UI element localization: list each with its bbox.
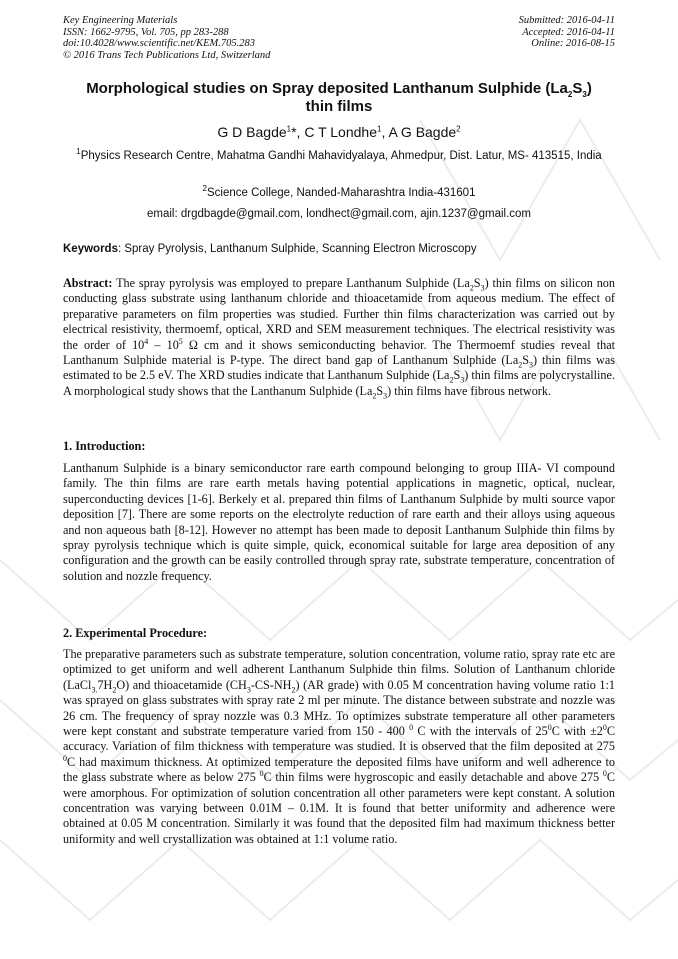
author-1: G D Bagde — [217, 124, 287, 140]
journal-copyright: © 2016 Trans Tech Publications Ltd, Switzerland — [63, 49, 271, 61]
journal-name: Key Engineering Materials — [63, 15, 178, 26]
affiliation-1: $^1$Physics Research Centre, Mahatma Gandhi Mahavidyalaya, Ahmedpur, Dist. Latur, MS- 413515, India — [76, 147, 602, 162]
keywords: Keywords: Spray Pyrolysis, Lanthanum Sulphide, Scanning Electron Microscopy — [63, 243, 477, 255]
abstract-label: Abstract: — [63, 276, 113, 290]
author-emails: email: drgdbagde@gmail.com, londhect@gmail.com, ajin.1237@gmail.com — [146, 208, 532, 220]
journal-issn: ISSN: 1662-9795, Vol. 705, pp 283-288 — [63, 26, 229, 38]
introduction-text: Lanthanum Sulphide is a binary semiconductor rare earth compound belonging to group IIIA- VI compound family. The thin films are rare earth metals having potential applications in magnetic, optical, nuclear, superconducting devices [1-6]. Berkely et al. prepared thin films of Lanthanum Sulphide by multi source vapor deposition [7]. There are some reports on the electrolyte reduction of rare earth and their alloys using aqueous and non aqueous bath [8-12]. However no attempt has been made to deposit Lanthanum Sulphide thin films by spray pyrolysis technique which is quite simple, quick, economical suitable for large area deposition of any configuration and the growth can be easily controlled through spray rate, substrate temperature, concentration of solution and nozzle frequency. — [63, 461, 615, 583]
affiliation-2: $^2$Science College, Nanded-Maharashtra India-431601 — [202, 184, 476, 199]
abstract: Abstract: The spray pyrolysis was employed to prepare Lanthanum Sulphide $(La_2S_3)$ thin films on silicon non conducting glass substrate using lanthanum chloride and thioacetamide from aqueous medium. The effect of preparative parameters on film properties was studied. Further thin films characterization was carried out by electrical resistivity, thermoemf, optical, XRD and SEM measurement techniques. The electrical resistivity was the order of $10^4 - 10^5$ Ω cm and it shows semiconducting behavior. The Thermoemf studies reveal that Lanthanum Sulphide material is P-type. The direct band gap of Lanthanum Sulphide $(La_2S_3)$ thin films was estimated to be 2.5 eV. The XRD studies indicate that Lanthanum Sulphide $(La_2S_3)$ thin films are polycrystalline. A morphological study shows that the Lanthanum Sulphide $(La_2S_3)$ thin films have fibrous network. — [63, 276, 615, 401]
author-2: C T Londhe — [304, 124, 377, 140]
author-3: A G Bagde — [388, 124, 457, 140]
journal-header — [63, 15, 270, 61]
accepted-date: Accepted: 2016-04-11 — [522, 26, 615, 38]
section-heading-experimental: 2. Experimental Procedure: — [63, 626, 208, 640]
online-date: Online: 2016-08-15 — [531, 38, 615, 49]
experimental-text: The preparative parameters such as substrate temperature, solution concentration, volume ratio, spray rate etc are optimized to get uniform and well adherent Lanthanum Sulphide thin films. Solution of Lanthanum chloride $(LaCl_{3.}7H_2O)$ and thioacetamide $(CH_3-CS-NH_2)$ (AR grade) with 0.05 M concentration having volume ratio 1:1 was sprayed on glass substrates with spray rate 2 ml per minute. The distance between substrate and nozzle was 26 cm. The frequency of spray nozzle was 0.3 MHz. To optimizes substrate temperature all other parameters were kept constant and substrate temperature varied from 150 - 400 $^0$ C with the intervals of $25^0C$ with $\pm 2^0C$ accuracy. Variation of film thickness with temperature was studied. It is observed that the film deposited at 275 $^0$C had maximum thickness. At optimized temperature the deposited films have uniform and well adherence to the glass substrate where as below 275 $^0$C thin films were hygroscopic and easily detachable and above 275 $^0$C were amorphous. For optimization of solution concentration all other parameters were kept constant. A solution concentration was varying between 0.01M – 0.1M. It is found that better uniformity and adherence were obtained at 0.05 M concentration. Similarly it was found that the deposited film had maximum thickness better uniformity and well crystallization was obtained at 1:1 volume ratio. — [63, 647, 616, 846]
section-heading-introduction: 1. Introduction: — [63, 439, 146, 453]
author-list: G D Bagde$^1$*, C T Londhe$^1$, A G Bagde$^2$ — [217, 124, 461, 140]
dates-header — [519, 15, 615, 50]
paper-title: Morphological studies on Spray deposited Lanthanum Sulphide $(La_2S_3)$ thin films — [86, 80, 592, 115]
submitted-date: Submitted: 2016-04-11 — [518, 15, 615, 26]
journal-doi: doi:10.4028/www.scientific.net/KEM.705.283 — [63, 38, 255, 49]
